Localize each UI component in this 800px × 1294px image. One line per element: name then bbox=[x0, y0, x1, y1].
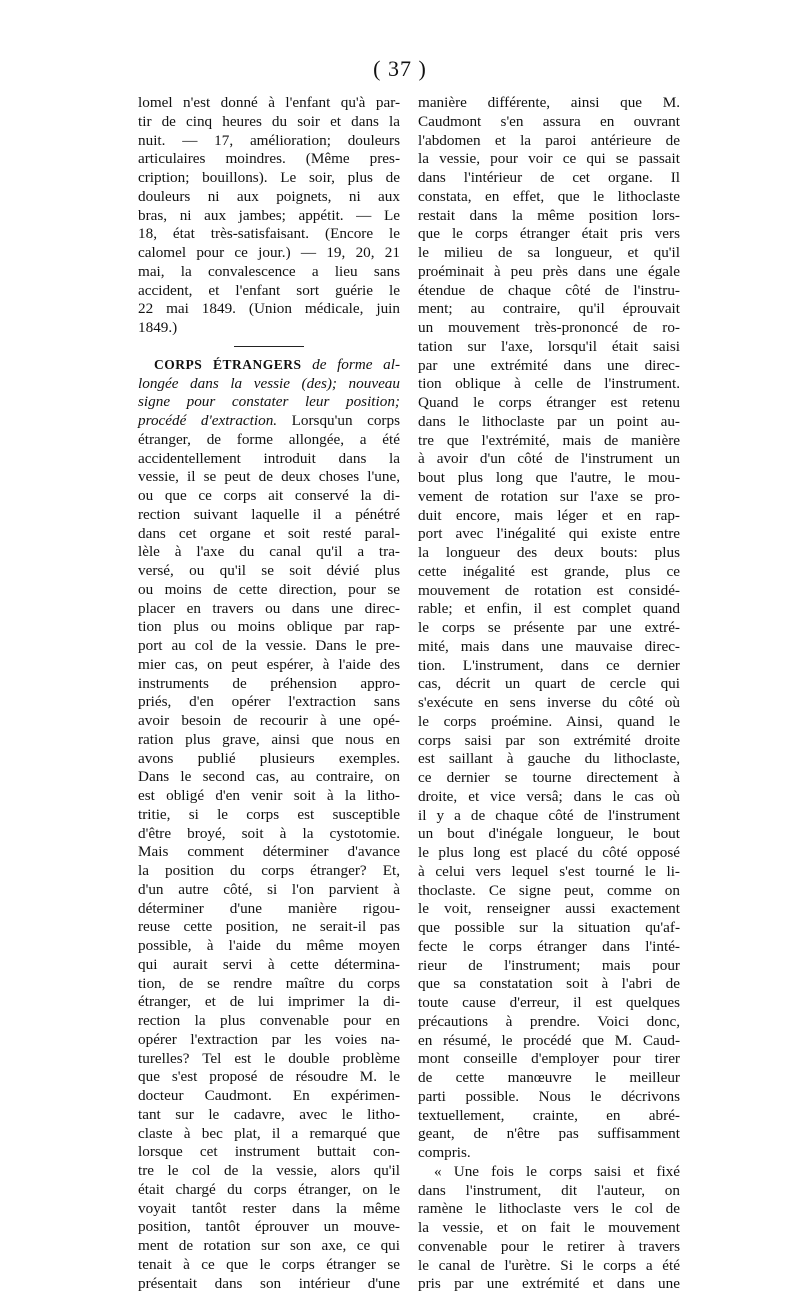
text-line: rection suivant laquelle il a pénétré bbox=[138, 505, 400, 523]
text-line: cette inégalité est grande, plus ce bbox=[418, 562, 680, 580]
right-paragraph-2 bbox=[418, 1163, 680, 1294]
text-line: tir de cinq heures du soir et dans la bbox=[138, 112, 400, 130]
text-line: ce dernier se tourne directement à bbox=[418, 769, 680, 786]
text-line: le corps proémine. Ainsi, quand le bbox=[418, 712, 680, 730]
text-line: tion plus ou moins oblique par rap- bbox=[138, 618, 400, 636]
text-line: était chargé du corps étranger, on le bbox=[138, 1180, 400, 1198]
text-line: étendue de chaque côté de l'instru- bbox=[418, 281, 680, 299]
text-line: tion oblique à celle de l'instrument. bbox=[418, 375, 680, 393]
text-line: un mouvement très-prononcé de ro- bbox=[418, 319, 680, 336]
text-line: calomel pour ce jour.) — 19, 20, 21 bbox=[138, 244, 400, 261]
text-line: douleurs ni aux poignets, ni aux bbox=[138, 187, 400, 205]
text-line: ou moins de cette direction, pour se bbox=[138, 580, 400, 598]
text-line: ramène le lithoclaste vers le col de bbox=[418, 1200, 680, 1218]
text-line: instruments de préhension appro- bbox=[138, 674, 400, 692]
text-line: convenable pour le retirer à travers bbox=[418, 1237, 680, 1255]
text-line: d'être broyé, soit à la cystotomie. bbox=[138, 824, 400, 842]
text-line: avons publié plusieurs exemples. bbox=[138, 749, 400, 767]
text-line: « Une fois le corps saisi et fixé bbox=[434, 1162, 680, 1180]
text-line: il y a de chaque côté de l'instrument bbox=[418, 806, 680, 824]
text-line: en résumé, le procédé que M. Caud- bbox=[418, 1031, 680, 1049]
text-line: à celui vers lequel s'est tourné le li- bbox=[418, 862, 680, 880]
text-line: mai, la convalescence a lieu sans bbox=[138, 262, 400, 280]
text-line: proéminait à peu près dans une égale bbox=[418, 262, 680, 280]
text-line: claste à bec plat, il a remarqué que bbox=[138, 1124, 400, 1142]
article-heading: CORPS ÉTRANGERS bbox=[154, 356, 302, 372]
text-line: le milieu de sa longueur, et qu'il bbox=[418, 244, 680, 261]
text-line: Caudmont s'en assura en ouvrant bbox=[418, 112, 680, 130]
text-line: placer en travers ou dans une direc- bbox=[138, 599, 400, 617]
text-line: Mais comment déterminer d'avance bbox=[138, 843, 400, 861]
text-line: déterminer d'une manière rigou- bbox=[138, 899, 400, 917]
text-line: bras, ni aux jambes; appétit. — Le bbox=[138, 206, 400, 224]
text-line: accidentellement introduit dans la bbox=[138, 449, 400, 467]
text-line: versé, ou qu'il se soit dévié plus bbox=[138, 562, 400, 579]
text-line: l'abdomen et la paroi antérieure de bbox=[418, 131, 680, 149]
text-line: rable; et enfin, il est complet quand bbox=[418, 600, 680, 618]
text-line: ration plus grave, ainsi que nous en bbox=[138, 730, 400, 748]
text-line: rection la plus convenable pour en bbox=[138, 1012, 400, 1029]
text-line: tre le col de la vessie, alors qu'il bbox=[138, 1162, 400, 1179]
text-line: textuellement, crainte, en abré- bbox=[418, 1106, 680, 1124]
text-line: le voit, renseigner aussi exactement bbox=[418, 900, 680, 918]
text-line: port avec l'inégalité qui existe entre bbox=[418, 525, 680, 543]
text-line: la vessie, pour voir ce qui se passait bbox=[418, 150, 680, 168]
text-line: reuse cette position, ne serait-il pas bbox=[138, 918, 400, 936]
text-line: mont conseille d'employer pour tirer bbox=[418, 1050, 680, 1068]
text-line: tre que l'extrémité, mais de manière bbox=[418, 431, 680, 449]
right-paragraph-1 bbox=[418, 94, 680, 1163]
text-line: par une extrémité dans une direc- bbox=[418, 356, 680, 374]
text-line: que possible sur la situation qu'af- bbox=[418, 919, 680, 936]
text-line: le plus long est placé du côté opposé bbox=[418, 844, 680, 861]
text-line: tion. L'instrument, dans ce dernier bbox=[418, 656, 680, 674]
page-number: ( 37 ) bbox=[373, 56, 427, 81]
text-line: Dans le second cas, au contraire, on bbox=[138, 768, 400, 786]
left-paragraph-1 bbox=[138, 94, 400, 338]
text-line: 22 mai 1849. (Union médicale, juin bbox=[138, 300, 400, 318]
text-line: articulaires moindres. (Même pres- bbox=[138, 150, 400, 168]
text-line: dans cet organe et soit resté paral- bbox=[138, 524, 400, 542]
text-line: nuit. — 17, amélioration; douleurs bbox=[138, 131, 400, 149]
text-line: position, tantôt éprouver un mouve- bbox=[138, 1218, 400, 1236]
text-line: accident, et l'enfant sort guérie le bbox=[138, 281, 400, 299]
text-line: priés, d'en opérer l'extraction sans bbox=[138, 693, 400, 711]
text-line: mouvement de rotation est considé- bbox=[418, 581, 680, 599]
article-subtitle-end: procédé d'extraction. bbox=[138, 412, 278, 429]
text-line: que le corps étranger était pris vers bbox=[418, 225, 680, 243]
text-line: le canal de l'urètre. Si le corps a été bbox=[418, 1256, 680, 1274]
text-line: avoir besoin de recourir à une opé- bbox=[138, 712, 400, 729]
text-line: voyait tantôt rester dans la même bbox=[138, 1199, 400, 1217]
text-line: présentait dans son intérieur d'une bbox=[138, 1274, 400, 1292]
text-line: restait dans la même position lors- bbox=[418, 206, 680, 224]
text-line: la position du corps étranger? Et, bbox=[138, 862, 400, 879]
text-line: compris. bbox=[418, 1144, 471, 1161]
text-line: précautions à prendre. Voici donc, bbox=[418, 1012, 680, 1030]
text-line: port au col de la vessie. Dans le pre- bbox=[138, 637, 400, 654]
text-line: que sa constatation soit à l'abri de bbox=[418, 975, 680, 993]
left-paragraph-2 bbox=[138, 431, 400, 1294]
article-subtitle-line: signe pour constater leur position; bbox=[138, 393, 400, 411]
text-line: rieur de l'instrument; mais pour bbox=[418, 956, 680, 974]
section-divider bbox=[234, 346, 304, 347]
text-line: la longueur des deux bouts: plus bbox=[418, 544, 680, 561]
text-line: Quand le corps étranger est retenu bbox=[418, 394, 680, 411]
article-heading-line bbox=[138, 356, 400, 375]
text-line: mier cas, on peut espérer, à l'aide des bbox=[138, 655, 400, 673]
text-line: d'un autre côté, si l'on parvient à bbox=[138, 880, 400, 898]
text-line: constata, en effet, que le lithoclaste bbox=[418, 187, 680, 205]
text-line: docteur Caudmont. En expérimen- bbox=[138, 1087, 400, 1104]
text-line: tenait à ce que le corps étranger se bbox=[138, 1255, 400, 1273]
text-line: toute cause d'erreur, il est quelques bbox=[418, 994, 680, 1011]
text-line: étranger, et de lui imprimer la di- bbox=[138, 993, 400, 1011]
text-line: tritie, si le corps est susceptible bbox=[138, 805, 400, 823]
article-subtitle-line bbox=[138, 412, 400, 431]
text-line: fecte le corps étranger dans l'inté- bbox=[418, 937, 680, 955]
text-line: bout plus long que l'autre, le mou- bbox=[418, 469, 680, 486]
text-line: étranger, de forme allongée, a été bbox=[138, 430, 400, 448]
article-subtitle-start: de forme al- bbox=[301, 355, 400, 373]
text-line: à avoir d'un côté de l'instrument un bbox=[418, 450, 680, 468]
text-line: ou que ce corps ait conservé la di- bbox=[138, 487, 400, 504]
text-line: tant sur le cadavre, avec le litho- bbox=[138, 1105, 400, 1123]
text-line: cas, décrit un quart de cercle qui bbox=[418, 675, 680, 693]
text-line: le corps se présente par une extré- bbox=[418, 619, 680, 636]
text-line: ment; au contraire, qu'il éprouvait bbox=[418, 300, 680, 318]
text-line: cription; bouillons). Le soir, plus de bbox=[138, 169, 400, 186]
text-line: tation sur l'axe, lorsqu'il était saisi bbox=[418, 337, 680, 355]
text-line: pris par une extrémité et dans une bbox=[418, 1275, 680, 1293]
text-line: mité, mais dans une mauvaise direc- bbox=[418, 637, 680, 655]
text-line: lorsque cet instrument buttait con- bbox=[138, 1143, 400, 1161]
article-text-start: Lorsqu'un corps bbox=[277, 412, 400, 429]
text-line: que s'est proposé de résoudre M. le bbox=[138, 1068, 400, 1086]
text-line: droite, et vice versâ; dans le cas où bbox=[418, 787, 680, 805]
text-line: qui aurait servi à cette détermina- bbox=[138, 955, 400, 973]
text-line: duit encore, mais léger et en rap- bbox=[418, 506, 680, 524]
text-line: est saillant à gauche du lithoclaste, bbox=[418, 750, 680, 768]
text-line: vement de rotation sur l'axe se pro- bbox=[418, 487, 680, 505]
text-line: parti possible. Nous le décrivons bbox=[418, 1087, 680, 1105]
text-line: opérer l'extraction par les voies na- bbox=[138, 1030, 400, 1048]
text-line: dans l'instrument, dit l'auteur, on bbox=[418, 1181, 680, 1199]
text-line: un bout d'inégale longueur, le bout bbox=[418, 825, 680, 843]
text-line: possible, à l'aide du même moyen bbox=[138, 937, 400, 954]
text-line: s'exécute en sens inverse du côté où bbox=[418, 694, 680, 711]
left-column bbox=[138, 94, 400, 1293]
right-column bbox=[418, 94, 680, 1294]
text-line: de cette manœuvre le meilleur bbox=[418, 1069, 680, 1086]
text-line: 18, état très-satisfaisant. (Encore le bbox=[138, 225, 400, 243]
text-line: manière différente, ainsi que M. bbox=[418, 94, 680, 111]
article-subtitle-line: longée dans la vessie (des); nouveau bbox=[138, 374, 400, 392]
text-line: ment de rotation sur son axe, ce qui bbox=[138, 1237, 400, 1254]
text-line: lomel n'est donné à l'enfant qu'à par- bbox=[138, 94, 400, 111]
text-line: geant, de n'être pas suffisamment bbox=[418, 1125, 680, 1143]
text-line: turelles? Tel est le double problème bbox=[138, 1049, 400, 1067]
text-line: corps saisi par son extrémité droite bbox=[418, 731, 680, 749]
text-line: la vessie, et on fait le mouvement bbox=[418, 1219, 680, 1236]
text-line: dans le lithoclaste par un point au- bbox=[418, 412, 680, 430]
text-line: dans l'intérieur de cet organe. Il bbox=[418, 169, 680, 186]
text-line: 1849.) bbox=[138, 319, 178, 336]
text-line: vessie, il se peut de deux choses l'une, bbox=[138, 468, 400, 486]
text-line: thoclaste. Ce signe peut, comme on bbox=[418, 881, 680, 899]
text-line: tion, de se rendre maître du corps bbox=[138, 974, 400, 992]
text-line: lèle à l'axe du canal qu'il a tra- bbox=[138, 543, 400, 561]
text-line: est obligé d'en venir soit à la litho- bbox=[138, 787, 400, 804]
